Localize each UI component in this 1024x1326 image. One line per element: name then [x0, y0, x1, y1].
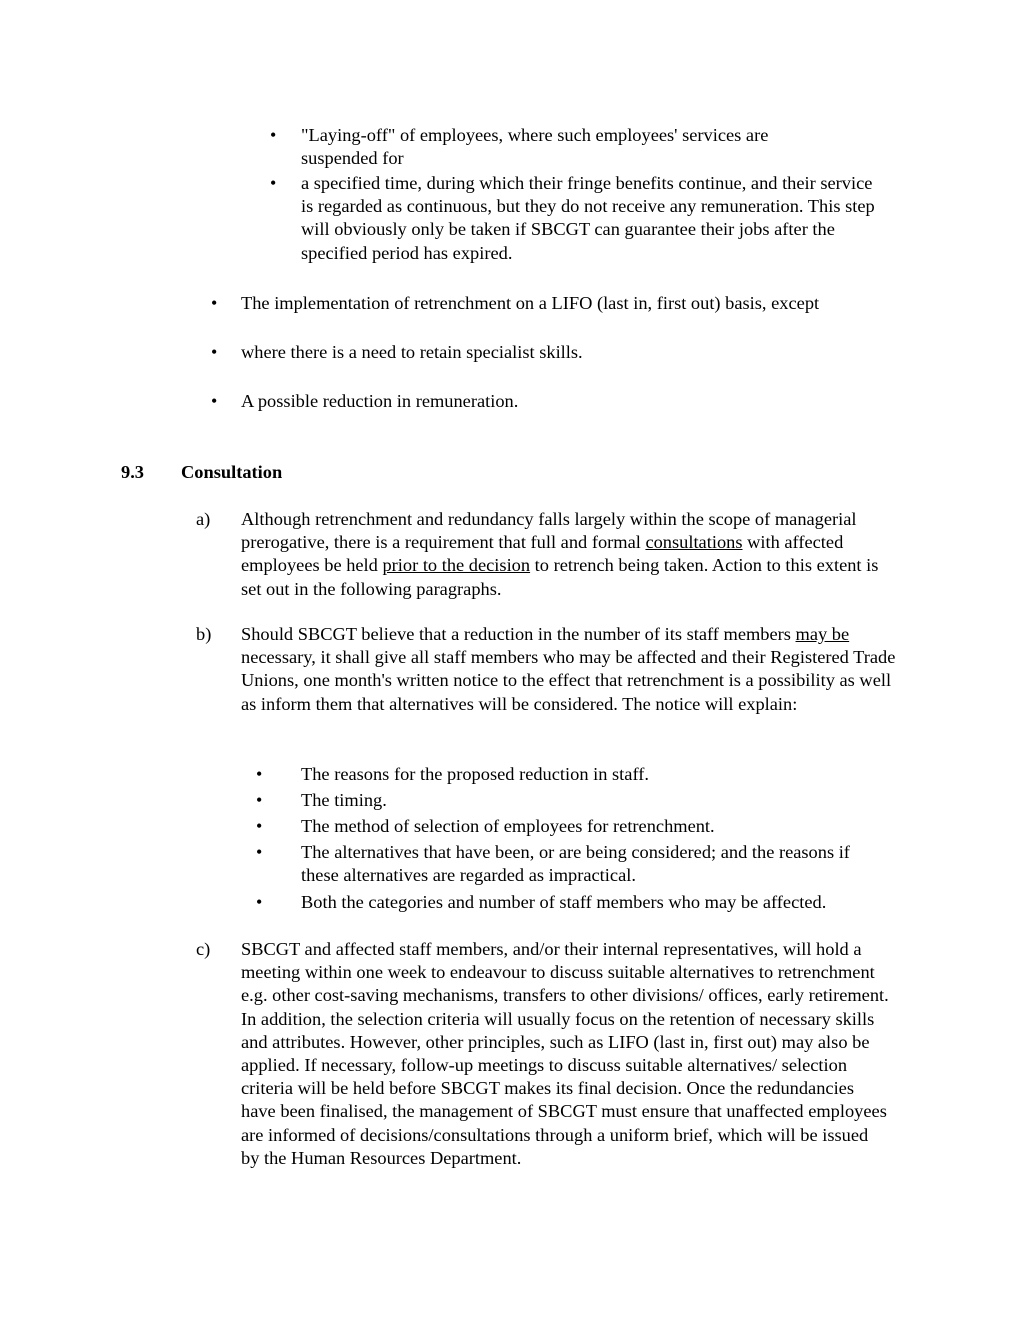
main-bullet-text: where there is a need to retain specialist skills. [241, 342, 583, 362]
section-title: Consultation [181, 462, 283, 482]
para-b-text: Should SBCGT believe that a reduction in the number of its staff members may be necessary, it shall give all staff members who may be affected and their Registered Trade Unions, one month's written notice to the effect that retrenchment is a possibility as well as inform them that alternatives will be considered. The notice will explain: [241, 624, 896, 714]
main-bullet-text: A possible reduction in remuneration. [241, 391, 519, 411]
bullet-marker: • [211, 293, 218, 313]
bullet-marker: • [256, 842, 263, 862]
para-a-text: Although retrenchment and redundancy falls largely within the scope of managerial prerogative, there is a requirement that full and formal consultations with affected employees be held prior to the decision to retrench being taken. Action to this extent is set out in the following paragraphs. [241, 509, 879, 599]
notice-bullet-text: The alternatives that have been, or are being considered; and the reasons if these alternatives are regarded as impractical. [301, 842, 850, 886]
bullet-marker: • [211, 342, 218, 362]
bullet-marker: • [256, 764, 263, 784]
bullet-marker: • [270, 173, 277, 193]
bullet-marker: • [270, 125, 277, 145]
notice-bullet-text: The timing. [301, 790, 387, 810]
notice-bullet-text: The method of selection of employees for retrenchment. [301, 816, 715, 836]
para-a-label: a) [196, 509, 211, 529]
bullet-marker: • [211, 391, 218, 411]
underlined-consultations: consultations [645, 532, 743, 553]
section-number: 9.3 [121, 462, 144, 482]
notice-bullet-text: The reasons for the proposed reduction in staff. [301, 764, 649, 784]
bullet-marker: • [256, 816, 263, 836]
underlined-prior-to-decision: prior to the decision [382, 555, 531, 576]
bullet-marker: • [256, 790, 263, 810]
nested-bullet-text: a specified time, during which their fringe benefits continue, and their service is regarded as continuous, but they do not receive any remuneration. This step will obviously only be taken if SBCGT can guarantee their jobs after the specified period has expired. [301, 173, 875, 263]
para-c-text: SBCGT and affected staff members, and/or their internal representatives, will hold a meeting within one week to endeavour to discuss suitable alternatives to retrenchment e.g. other cost-saving mechanisms, transfers to other divisions/ offices, early retirement. In addition, the selection criteria will usually focus on the retention of necessary skills and attributes. However, other principles, such as LIFO (last in, first out) may also be applied. If necessary, follow-up meetings to discuss suitable alternatives/ selection criteria will be held before SBCGT makes its final decision. Once the redundancies have been finalised, the management of SBCGT must ensure that unaffected employees are informed of decisions/consultations through a uniform brief, which will be issued by the Human Resources Department. [241, 939, 889, 1168]
underlined-may-be: may be [795, 624, 850, 644]
main-bullet-text: The implementation of retrenchment on a LIFO (last in, first out) basis, except [241, 293, 820, 313]
notice-bullet-text: Both the categories and number of staff members who may be affected. [301, 892, 827, 912]
para-b-label: b) [196, 624, 212, 644]
bullet-marker: • [256, 892, 263, 912]
nested-bullet-text: "Laying-off" of employees, where such employees' services are suspended for [301, 125, 769, 169]
para-c-label: c) [196, 939, 211, 959]
